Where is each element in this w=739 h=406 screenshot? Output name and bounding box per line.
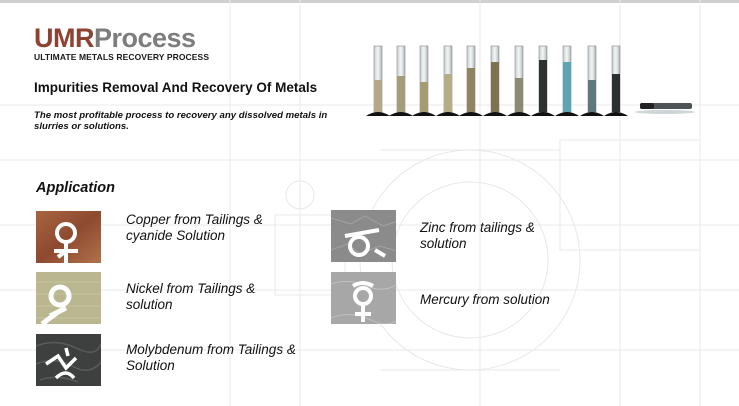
- logo-wordmark: [34, 24, 209, 52]
- page-title: Impurities Removal And Recovery Of Metals: [34, 80, 318, 95]
- tube-5: [459, 46, 483, 116]
- zinc-sample-icon[interactable]: [331, 210, 396, 262]
- mercury-sample-icon[interactable]: [331, 272, 396, 324]
- molybdenum-sample-icon[interactable]: [36, 334, 101, 386]
- logo-umr-text: UMR: [34, 23, 94, 53]
- copper-sample-icon[interactable]: [36, 211, 101, 263]
- tube-8: [531, 46, 555, 116]
- tube-12-lying: [635, 103, 695, 114]
- tube-4: [436, 46, 460, 116]
- umr-logo[interactable]: [34, 24, 209, 62]
- tube-3: [412, 46, 436, 116]
- tube-1: [366, 46, 390, 116]
- tube-9: [555, 46, 579, 116]
- tube-11: [604, 46, 628, 116]
- zinc-label: Zinc from tailings & solution: [420, 220, 535, 251]
- logo-tagline: ULTIMATE METALS RECOVERY PROCESS: [34, 52, 210, 62]
- tube-10: [580, 46, 604, 116]
- nickel-sample-icon[interactable]: [36, 272, 101, 324]
- molybdenum-label: Molybdenum from Tailings & Solution: [126, 342, 296, 373]
- test-tubes-icon: [360, 40, 700, 130]
- tube-6: [483, 46, 507, 116]
- mercury-label: Mercury from solution: [420, 292, 550, 307]
- copper-label: Copper from Tailings & cyanide Solution: [126, 212, 263, 243]
- application-heading: Application: [36, 180, 115, 196]
- tube-7: [507, 46, 531, 116]
- page-subtitle: The most profitable process to recovery any dissolved metals in slurries or solutions.: [34, 110, 328, 132]
- tube-2: [389, 46, 413, 116]
- nickel-label: Nickel from Tailings & solution: [126, 281, 256, 312]
- logo-process-text: Process: [94, 23, 196, 53]
